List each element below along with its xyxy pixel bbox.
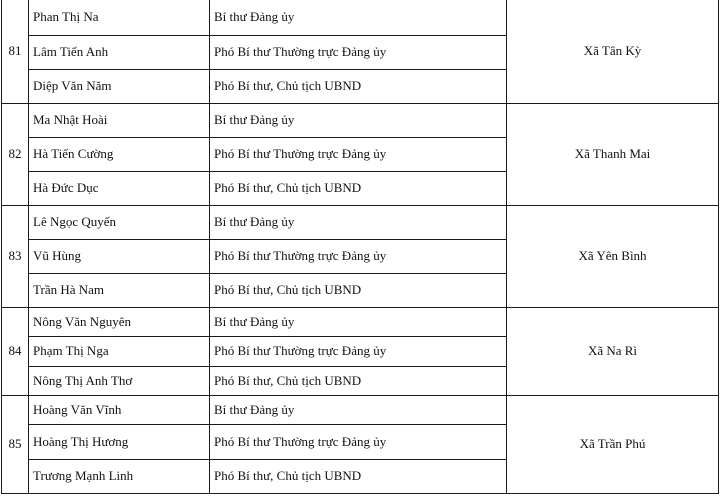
row-number: 83 <box>2 205 29 307</box>
name-cell: Phạm Thị Nga <box>29 336 210 366</box>
personnel-table <box>1 0 719 494</box>
name-cell: Trần Hà Nam <box>29 273 210 307</box>
unit-cell: Xã Na Rì <box>507 307 719 395</box>
position-cell: Phó Bí thư, Chủ tịch UBND <box>210 459 507 493</box>
name-cell: Vũ Hùng <box>29 239 210 273</box>
position-cell: Bí thư Đảng ủy <box>210 395 507 424</box>
position-cell: Bí thư Đảng ủy <box>210 0 507 35</box>
name-cell: Trương Mạnh Linh <box>29 459 210 493</box>
unit-cell: Xã Trần Phú <box>507 395 719 493</box>
position-cell: Phó Bí thư Thường trực Đảng ủy <box>210 239 507 273</box>
name-cell: Hoàng Thị Hương <box>29 424 210 459</box>
name-cell: Lê Ngọc Quyến <box>29 205 210 239</box>
row-number: 84 <box>2 307 29 395</box>
table-row <box>2 0 719 35</box>
name-cell: Nông Văn Nguyên <box>29 307 210 336</box>
row-number: 85 <box>2 395 29 493</box>
position-cell: Phó Bí thư, Chủ tịch UBND <box>210 273 507 307</box>
position-cell: Phó Bí thư Thường trực Đảng ủy <box>210 35 507 69</box>
position-cell: Bí thư Đảng ủy <box>210 103 507 137</box>
position-cell: Bí thư Đảng ủy <box>210 307 507 336</box>
position-cell: Phó Bí thư, Chủ tịch UBND <box>210 171 507 205</box>
table-row <box>2 103 719 137</box>
name-cell: Hoàng Văn Vĩnh <box>29 395 210 424</box>
position-cell: Phó Bí thư, Chủ tịch UBND <box>210 366 507 395</box>
table-row <box>2 205 719 239</box>
position-cell: Phó Bí thư, Chủ tịch UBND <box>210 69 507 103</box>
unit-cell: Xã Yên Bình <box>507 205 719 307</box>
position-cell: Bí thư Đảng ủy <box>210 205 507 239</box>
position-cell: Phó Bí thư Thường trực Đảng ủy <box>210 137 507 171</box>
name-cell: Lâm Tiến Anh <box>29 35 210 69</box>
unit-cell: Xã Thanh Mai <box>507 103 719 205</box>
table-row <box>2 307 719 336</box>
name-cell: Phan Thị Na <box>29 0 210 35</box>
position-cell: Phó Bí thư Thường trực Đảng ủy <box>210 424 507 459</box>
name-cell: Diệp Văn Năm <box>29 69 210 103</box>
name-cell: Ma Nhật Hoài <box>29 103 210 137</box>
row-number: 81 <box>2 0 29 103</box>
row-number: 82 <box>2 103 29 205</box>
name-cell: Hà Tiến Cường <box>29 137 210 171</box>
table-row <box>2 395 719 424</box>
name-cell: Hà Đức Dục <box>29 171 210 205</box>
position-cell: Phó Bí thư Thường trực Đảng ủy <box>210 336 507 366</box>
name-cell: Nông Thị Anh Thơ <box>29 366 210 395</box>
unit-cell: Xã Tân Kỳ <box>507 0 719 103</box>
